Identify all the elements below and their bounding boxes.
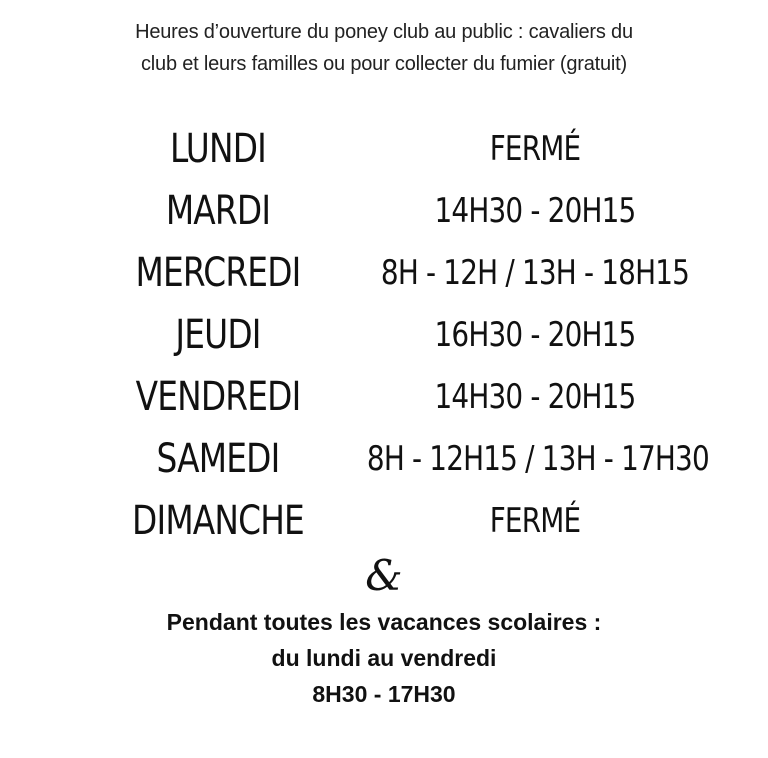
hours-value: 8H - 12H / 13H - 18H15 — [380, 253, 690, 293]
schedule-row-tuesday — [0, 180, 768, 242]
school-holidays-notice — [0, 604, 768, 712]
day-label: VENDREDI — [135, 374, 301, 420]
schedule-row-monday — [0, 118, 768, 180]
hours-value: FERMÉ — [489, 501, 581, 541]
hours-value: 14H30 - 20H15 — [434, 191, 636, 231]
hours-value: 16H30 - 20H15 — [434, 315, 636, 355]
day-label: MERCREDI — [135, 250, 301, 296]
intro-line-2: club et leurs familles ou pour collecter du fumier (gratuit) — [141, 53, 627, 75]
holidays-line-1: Pendant toutes les vacances scolaires : — [166, 609, 602, 635]
day-label: JEUDI — [175, 312, 261, 358]
holidays-line-2: du lundi au vendredi — [271, 645, 497, 671]
schedule-row-sunday — [0, 490, 768, 552]
hours-value: 14H30 - 20H15 — [434, 377, 636, 417]
hours-value: 8H - 12H15 / 13H - 17H30 — [366, 439, 709, 479]
intro-line-1: Heures d’ouverture du poney club au public : cavaliers du — [135, 21, 633, 43]
day-label: LUNDI — [169, 126, 267, 172]
schedule-row-thursday — [0, 304, 768, 366]
day-label: DIMANCHE — [132, 498, 304, 544]
intro-text — [0, 16, 768, 80]
holidays-hours: 8H30 - 17H30 — [312, 681, 456, 707]
schedule-row-saturday — [0, 428, 768, 490]
day-label: MARDI — [165, 188, 271, 234]
opening-hours-table — [0, 118, 768, 552]
schedule-row-wednesday — [0, 242, 768, 304]
schedule-row-friday — [0, 366, 768, 428]
hours-value: FERMÉ — [489, 129, 581, 169]
ampersand-symbol: & — [365, 551, 403, 600]
day-label: SAMEDI — [156, 436, 280, 482]
